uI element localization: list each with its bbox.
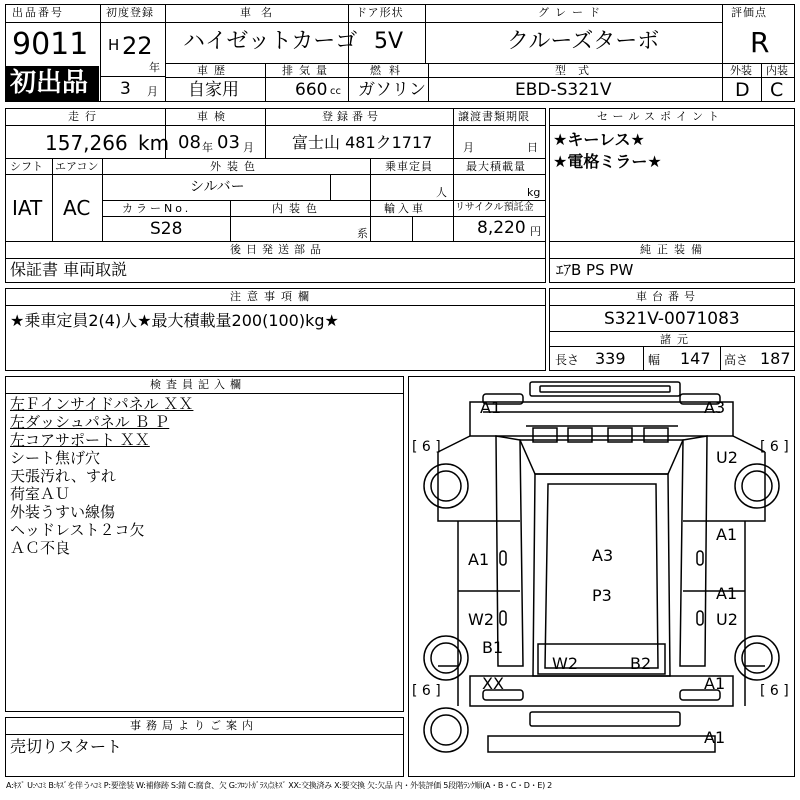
load-label: 最大積載量	[466, 160, 526, 173]
grade: クルーズターボ	[507, 29, 660, 54]
mark-left-rear-corner: XX	[482, 674, 504, 693]
displacement-label: 排気量	[282, 64, 333, 77]
height-value: 187	[760, 349, 791, 368]
inspector-line-1: 左Ｆインサイドパネル ＸＸ	[10, 395, 194, 413]
mark-front-right-fender: U2	[716, 448, 738, 467]
tire-front-left: [ 6 ]	[412, 439, 441, 455]
length-label: 長さ	[555, 353, 580, 367]
transfer-month-unit: 月	[463, 141, 474, 154]
lot-no: 9011	[12, 27, 89, 62]
office-text: 売切りスタート	[10, 737, 123, 756]
ac-label: エアコン	[55, 160, 99, 173]
inspector-line-9: ＡＣ不良	[10, 539, 71, 557]
inspection-month: 03	[217, 132, 240, 153]
inspection-year: 08	[178, 132, 201, 153]
displacement: 660	[295, 80, 328, 100]
notes-text: ★乗車定員2(4)人★最大積載量200(100)kg★	[10, 311, 339, 330]
mark-left-front-door: A1	[468, 550, 490, 569]
mark-right-rear-corner: A1	[704, 674, 726, 693]
specs-label: 諸元	[660, 333, 694, 346]
windshield	[520, 440, 683, 474]
lot-no-label: 出品番号	[12, 6, 64, 19]
sales-label: セールスポイント	[597, 110, 725, 123]
chassis-label: 車台番号	[636, 290, 700, 303]
first-reg-month: 3	[120, 79, 131, 99]
office-label: 事務局よりご案内	[130, 719, 258, 732]
first-reg-label: 初度登録	[106, 6, 154, 19]
mark-rear-bumper: A1	[704, 728, 726, 747]
mark-right-rear-door: A1	[716, 584, 738, 603]
car-diagram-svg	[408, 376, 795, 777]
rear-body	[470, 676, 733, 706]
legend: A:ｷｽﾞ U:ﾍｺﾐ B:ｷｽﾞを伴うﾍｺﾐ P:要塗装 W:補修跡 S:錆 C:腐食、欠 G:ﾌﾛﾝﾄｶﾞﾗｽ点ｷｽﾞ XX:交換済み X:要交換 欠:欠品 内・外装評価 5段階ﾗﾝｸ順(A・B・C・D・E) 2	[6, 781, 552, 790]
door-type: 5V	[374, 29, 404, 54]
car-name: ハイゼットカーゴ	[183, 29, 358, 54]
rear-bumper	[530, 712, 680, 726]
grade-label: グレード	[538, 6, 606, 19]
inspector-line-6: 荷室ＡＵ	[10, 485, 71, 503]
inspection-month-unit: 月	[243, 141, 254, 154]
later-parts-label: 後日発送部品	[230, 243, 326, 256]
import-label: 輸入車	[384, 202, 426, 215]
recycle-unit: 円	[530, 225, 541, 238]
inspector-line-7: 外装うすい線傷	[10, 503, 116, 521]
roof	[533, 474, 670, 676]
exterior-color: シルバー	[190, 179, 245, 195]
inspector-line-8: ヘッドレスト２コ欠	[10, 521, 145, 539]
front-body	[470, 398, 733, 436]
right-side-body	[680, 436, 707, 666]
inspection-year-unit: 年	[202, 141, 213, 154]
first-reg-year: 22	[122, 32, 153, 60]
recycle-label: リサイクル預託金	[455, 202, 534, 213]
sales-point-2: ★電格ミラー★	[553, 152, 662, 171]
interior-label: 内装	[766, 64, 788, 77]
history-label: 車歴	[197, 64, 231, 77]
score-label: 評価点	[731, 6, 767, 19]
later-parts: 保証書 車両取説	[10, 260, 128, 279]
load-unit: kg	[527, 186, 541, 199]
width-label: 幅	[648, 353, 661, 367]
color-no-label: カラーNo.	[122, 202, 192, 215]
mileage: 157,266	[45, 131, 128, 155]
first-listing-label: 初出品	[10, 68, 89, 98]
displacement-unit: cc	[330, 86, 341, 97]
tire-rear-left: [ 6 ]	[412, 683, 441, 699]
mark-roof-rear: P3	[592, 586, 612, 605]
first-reg-year-unit: 年	[149, 61, 160, 74]
mark-rear-right: B2	[630, 654, 652, 673]
chassis-number: S321V-0071083	[604, 309, 740, 329]
mileage-label: 走行	[68, 110, 102, 123]
overall-score: R	[750, 26, 770, 59]
inspector-line-5: 天張汚れ、すれ	[10, 467, 116, 485]
shift: IAT	[12, 196, 43, 220]
tire-front-right: [ 6 ]	[760, 439, 789, 455]
interior-score: C	[770, 79, 784, 101]
model-code: EBD-S321V	[515, 80, 612, 100]
fuel-label: 燃料	[370, 64, 408, 77]
capacity-label: 乗車定員	[385, 160, 433, 173]
inspection-label: 車検	[197, 110, 231, 123]
transfer-label: 譲渡書類期限	[458, 110, 530, 123]
sales-point-1: ★キーレス★	[553, 130, 645, 149]
plate-number: 富士山 481ク1717	[292, 133, 433, 152]
history: 自家用	[188, 80, 239, 100]
mark-right-rear-panel: U2	[716, 610, 738, 629]
capacity-unit: 人	[436, 186, 447, 199]
mark-right-front-door: A1	[716, 525, 738, 544]
fuel: ガソリン	[358, 80, 426, 100]
genuine-equipment: ｴｱB PS PW	[556, 261, 634, 279]
recycle-fee: 8,220	[477, 218, 526, 238]
first-reg-month-unit: 月	[147, 85, 158, 98]
notes-label: 注意事項欄	[230, 290, 315, 303]
car-name-label: 車名	[240, 6, 282, 19]
exterior-score: D	[735, 79, 750, 101]
genuine-label: 純正装備	[640, 243, 708, 256]
int-color-label: 内装色	[272, 202, 323, 215]
mark-rear-left: W2	[552, 654, 578, 673]
mark-left-quarter: B1	[482, 638, 504, 657]
inspector-line-2: 左ダッシュパネル Ｂ Ｐ	[10, 413, 170, 431]
tire-rear-right: [ 6 ]	[760, 683, 789, 699]
mark-front-left-corner: A1	[480, 398, 502, 417]
mark-roof-front: A3	[592, 546, 614, 565]
inspector-line-3: 左コアサポート ＸＸ	[10, 431, 150, 449]
int-color-unit: 系	[357, 227, 368, 240]
plate-label: 登録番号	[322, 110, 382, 123]
front-bumper	[530, 382, 680, 396]
exterior-label: 外装	[730, 64, 752, 77]
left-side-body	[496, 436, 523, 666]
length-value: 339	[595, 349, 626, 368]
first-reg-era: H	[108, 36, 120, 54]
width-value: 147	[680, 349, 711, 368]
mark-left-rear-door: W2	[468, 610, 494, 629]
inspector-line-4: シート焦げ穴	[10, 449, 101, 467]
transfer-day-unit: 日	[527, 141, 538, 154]
ac: AC	[63, 196, 91, 220]
model-label: 型式	[555, 64, 601, 77]
height-label: 高さ	[724, 353, 749, 367]
shift-label: シフト	[10, 160, 43, 173]
mark-front-right-corner: A3	[704, 398, 726, 417]
inspector-label: 検査員記入欄	[150, 378, 246, 391]
mileage-unit: km	[138, 131, 170, 155]
color-label: 外装色	[210, 160, 261, 173]
color-no: S28	[150, 219, 183, 239]
door-label: ドア形状	[356, 6, 404, 19]
